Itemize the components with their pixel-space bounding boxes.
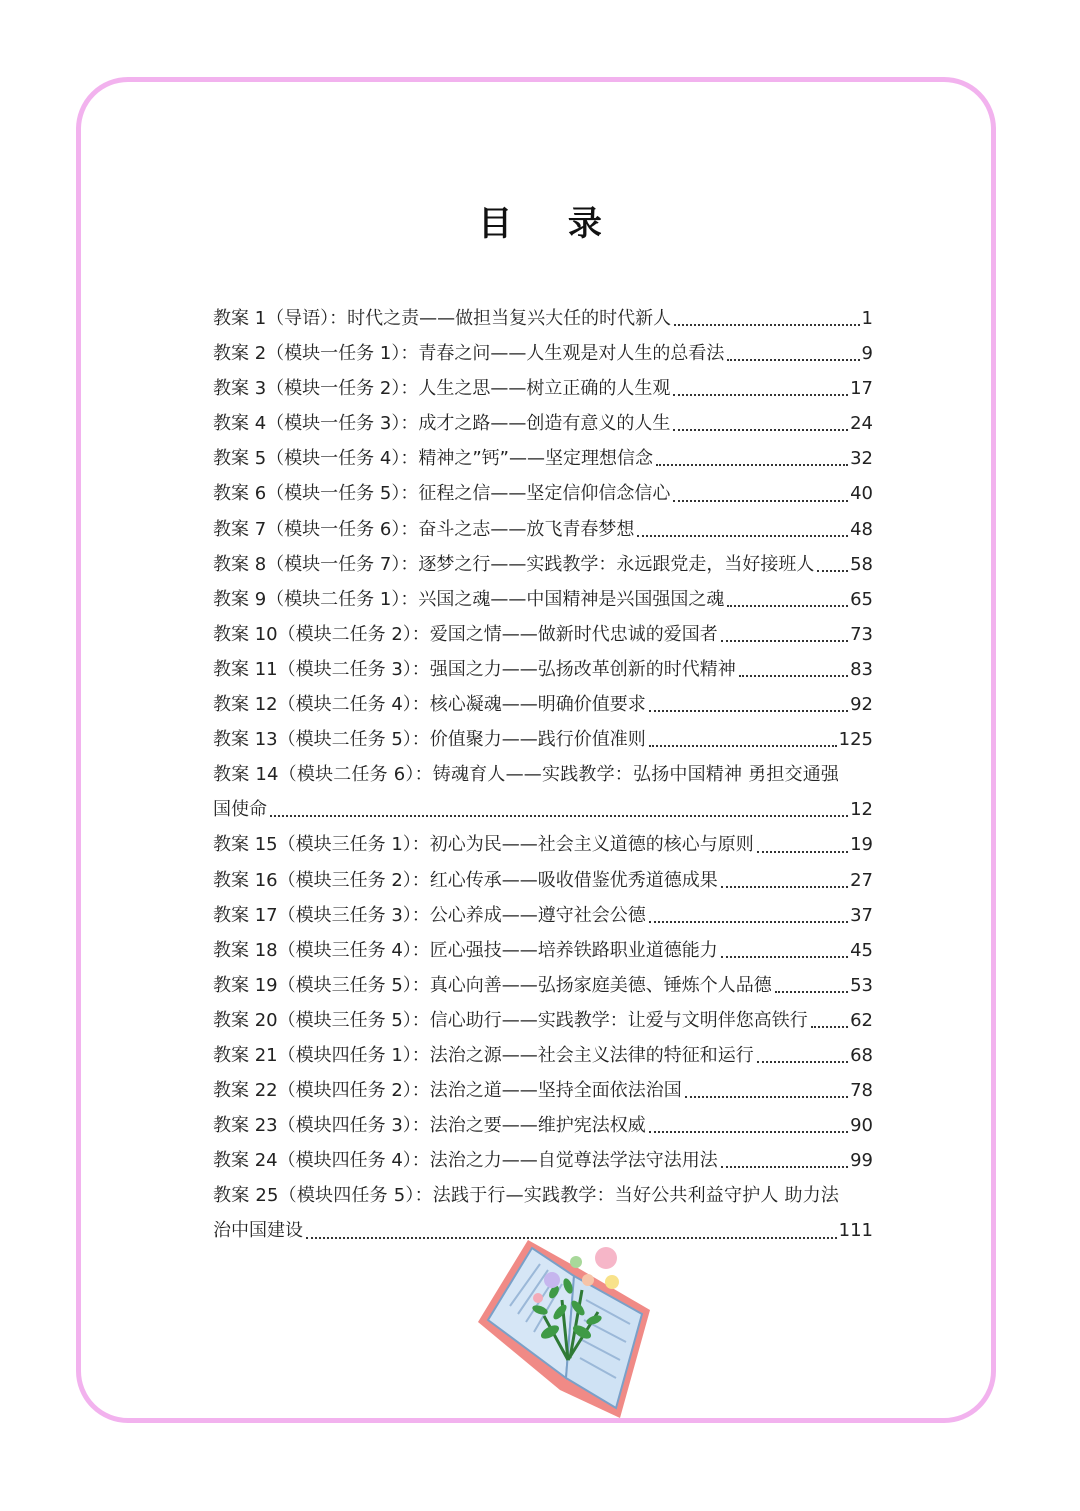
dot-leader	[685, 1096, 848, 1098]
dot-leader	[649, 921, 848, 923]
toc-entry[interactable]	[213, 1178, 873, 1213]
toc-entry[interactable]	[213, 512, 873, 547]
toc-entry-page-number: 65	[850, 588, 873, 610]
toc-entry-page-number: 78	[850, 1080, 873, 1102]
toc-entry-page-number: 40	[850, 483, 873, 505]
dot-leader	[757, 1061, 848, 1063]
dot-leader	[649, 1131, 848, 1133]
toc-entry-page-number: 62	[850, 1009, 873, 1031]
toc-entry-page-number: 92	[850, 694, 873, 716]
toc-entry[interactable]	[213, 476, 873, 511]
dot-leader	[721, 886, 848, 888]
toc-entry-label: 教案 22（模块四任务 2）：法治之道——坚持全面依法治国	[213, 1080, 682, 1102]
page-title: 目 录	[478, 204, 624, 244]
toc-entry[interactable]	[213, 898, 873, 933]
toc-entry-label: 教案 9（模块二任务 1）：兴国之魂——中国精神是兴国强国之魂	[213, 588, 725, 610]
dot-leader	[306, 1237, 837, 1239]
toc-entry-label: 教案 20（模块三任务 5）：信心助行——实践教学：让爱与文明伴您高铁行	[213, 1009, 808, 1031]
dot-leader	[637, 535, 848, 537]
toc-entry[interactable]	[213, 547, 873, 582]
toc-entry-page-number: 83	[850, 658, 873, 680]
dot-leader	[817, 570, 848, 572]
toc-entry-label: 教案 12（模块二任务 4）：核心凝魂——明确价值要求	[213, 694, 646, 716]
toc-entry-page-number: 1	[861, 308, 873, 329]
dot-leader	[673, 429, 848, 431]
dot-leader	[673, 500, 848, 502]
toc-entry[interactable]	[213, 1003, 873, 1038]
toc-entry[interactable]	[213, 1073, 873, 1108]
toc-entry[interactable]	[213, 757, 873, 792]
toc-entry[interactable]	[213, 1038, 873, 1073]
toc-entry[interactable]	[213, 441, 873, 476]
toc-entry[interactable]	[213, 617, 873, 652]
toc-entry-label: 教案 16（模块三任务 2）：红心传承——吸收借鉴优秀道德成果	[213, 869, 718, 891]
dot-leader	[674, 324, 859, 326]
toc-entry-label: 教案 17（模块三任务 3）：公心养成——遵守社会公德	[213, 904, 646, 926]
toc-entry-page-number: 53	[850, 974, 873, 996]
toc-entry-page-number: 12	[850, 799, 873, 821]
toc-entry-label: 教案 10（模块二任务 2）：爱国之情——做新时代忠诚的爱国者	[213, 623, 718, 645]
toc-entry-label: 教案 24（模块四任务 4）：法治之力——自觉尊法学法守法用法	[213, 1150, 718, 1172]
toc-entry[interactable]	[213, 301, 873, 336]
toc-entry-page-number: 19	[850, 834, 873, 856]
toc-entry-label: 教案 5（模块一任务 4）：精神之”钙”——坚定理想信念	[213, 448, 653, 470]
toc-entry-label: 教案 8（模块一任务 7）：逐梦之行——实践教学：永远跟党走，当好接班人	[213, 553, 815, 575]
dot-leader	[811, 1026, 848, 1028]
open-book-with-flowers-illustration	[470, 1240, 670, 1420]
toc-entry[interactable]	[213, 722, 873, 757]
toc-entry-page-number: 58	[850, 553, 873, 575]
toc-entry-label: 教案 6（模块一任务 5）：征程之信——坚定信仰信念信心	[213, 483, 671, 505]
toc-entry-label: 教案 15（模块三任务 1）：初心为民——社会主义道德的核心与原则	[213, 834, 754, 856]
toc-entry[interactable]	[213, 652, 873, 687]
toc-entry[interactable]	[213, 1143, 873, 1178]
dot-leader	[721, 1166, 848, 1168]
dot-leader	[739, 675, 848, 677]
dot-leader	[775, 991, 848, 993]
toc-entry[interactable]	[213, 687, 873, 722]
toc-entry-label: 教案 13（模块二任务 5）：价值聚力——践行价值准则	[213, 729, 646, 751]
toc-entry-label: 治中国建设	[213, 1220, 303, 1242]
toc-entry-label: 教案 25（模块四任务 5）：法践于行—实践教学：当好公共利益守护人 助力法	[213, 1185, 840, 1207]
toc-entry-page-number: 90	[850, 1115, 873, 1137]
toc-entry[interactable]	[213, 863, 873, 898]
toc-entry-label: 教案 19（模块三任务 5）：真心向善——弘扬家庭美德、锤炼个人品德	[213, 974, 772, 996]
toc-entry[interactable]	[213, 582, 873, 617]
toc-entry[interactable]	[213, 827, 873, 862]
toc-entry-label: 教案 1（导语）：时代之责——做担当复兴大任的时代新人	[213, 308, 672, 329]
toc-entry-page-number: 73	[850, 623, 873, 645]
toc-entry-page-number: 27	[850, 869, 873, 891]
dot-leader	[721, 640, 848, 642]
toc-entry[interactable]	[213, 968, 873, 1003]
toc-entry-label: 教案 2（模块一任务 1）：青春之问——人生观是对人生的总看法	[213, 343, 725, 365]
toc-entry-page-number: 24	[850, 413, 873, 435]
dot-leader	[649, 710, 848, 712]
toc-entry[interactable]	[213, 371, 873, 406]
toc-entry-label: 教案 3（模块一任务 2）：人生之思——树立正确的人生观	[213, 378, 671, 400]
toc-entry-page-number: 99	[850, 1150, 873, 1172]
toc-entry[interactable]	[213, 406, 873, 441]
toc-entry-page-number: 9	[861, 343, 873, 365]
toc-entry[interactable]	[213, 933, 873, 968]
toc-entry-page-number: 111	[838, 1220, 873, 1242]
dot-leader	[727, 359, 859, 361]
dot-leader	[649, 745, 837, 747]
toc-entry-label: 教案 23（模块四任务 3）：法治之要——维护宪法权威	[213, 1115, 646, 1137]
toc-entry-label: 教案 18（模块三任务 4）：匠心强技——培养铁路职业道德能力	[213, 939, 718, 961]
toc-entry-label: 教案 11（模块二任务 3）：强国之力——弘扬改革创新的时代精神	[213, 658, 736, 680]
toc-entry-label: 教案 4（模块一任务 3）：成才之路——创造有意义的人生	[213, 413, 671, 435]
dot-leader	[721, 956, 848, 958]
dot-leader	[727, 605, 848, 607]
toc-entry-label: 教案 7（模块一任务 6）：奋斗之志——放飞青春梦想	[213, 518, 635, 540]
toc-entry-page-number: 68	[850, 1044, 873, 1066]
dot-leader	[270, 815, 848, 817]
toc-entry-label: 教案 21（模块四任务 1）：法治之源——社会主义法律的特征和运行	[213, 1044, 754, 1066]
toc-entry-label: 教案 14（模块二任务 6）：铸魂育人——实践教学：弘扬中国精神 勇担交通强	[213, 764, 840, 786]
toc-entry-page-number: 48	[850, 518, 873, 540]
dot-leader	[757, 851, 848, 853]
toc-entry[interactable]	[213, 792, 873, 827]
toc-entry-page-number: 32	[850, 448, 873, 470]
toc-entry-label: 国使命	[213, 799, 267, 821]
toc-entry[interactable]	[213, 1108, 873, 1143]
toc-entry[interactable]	[213, 336, 873, 371]
toc-entry-page-number: 125	[838, 729, 873, 751]
dot-leader	[656, 464, 848, 466]
dot-leader	[673, 394, 848, 396]
toc-entry-page-number: 37	[850, 904, 873, 926]
table-of-contents	[213, 301, 873, 1249]
toc-entry-page-number: 45	[850, 939, 873, 961]
toc-entry-page-number: 17	[850, 378, 873, 400]
